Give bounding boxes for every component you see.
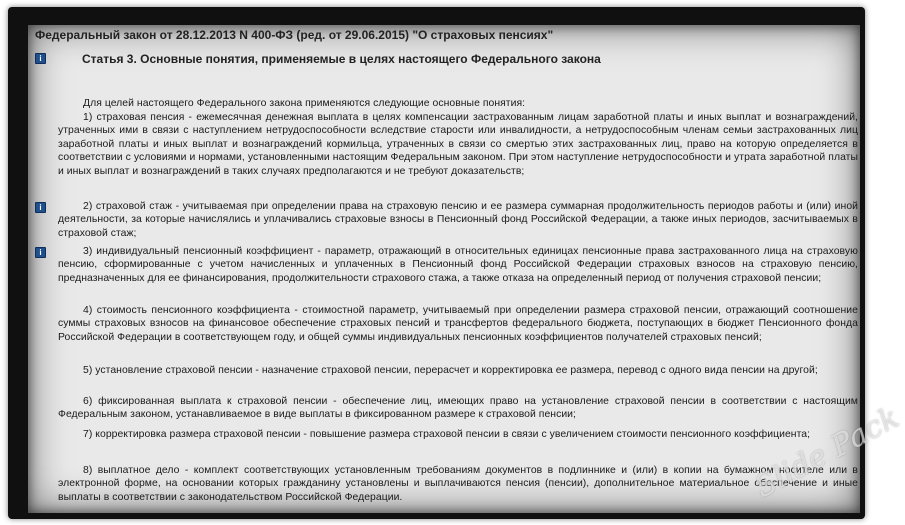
info-icon[interactable]: i [35,202,46,213]
definition-item-2: 2) страховой стаж - учитываемая при определении права на страховую пенсию и ее размера суммарная продолжительность периодов работы и (или) иной деятельности, за которые начислялись и уплачивались страховые взносы в Пенсионный фонд Российской Федерации, а также иных периодов, засчитываемых в страховой стаж; [58,201,858,239]
definition-item-8: 8) выплатное дело - комплект соответствующих установленным требованиям документов в подлиннике и (или) в копии на бумажном носителе или в электронной форме, на основании которых гражданину установлены и выплачиваются пенсия (пенсии), дополнительное материальное обеспечение и иные выплаты в соответствии с законодательством Российской Федерации. [58,465,858,503]
info-icon[interactable]: i [35,53,46,64]
intro-paragraph: Для целей настоящего Федерального закона применяются следующие основные понятия: [83,98,526,109]
definition-item-1: 1) страховая пенсия - ежемесячная денежная выплата в целях компенсации застрахованным лицам заработной платы и иных выплат и вознаграждений, утраченных ими в связи с наступлением нетрудоспособности вследствие старости или инвалидности, а нетрудоспособным членам семьи застрахованных лиц заработной платы и иных выплат и вознаграждений кормильца, утраченных в связи со смертью этих застрахованных лиц, право на которую определяется в соответствии с условиями и нормами, установленными настоящим Федеральным законом. При этом наступление нетрудоспособности и утрата заработной платы и иных выплат и вознаграждений в таких случаях предполагаются и не требуют доказательств; [58,112,858,177]
photo-frame [8,7,905,519]
watermark-logo: Slide Pack [749,399,905,506]
definition-item-4: 4) стоимость пенсионного коэффициента - стоимостной параметр, учитываемый при определении размера страховой пенсии, отражающий соотношение суммы страховых взносов на финансовое обеспечение страховых пенсий и трансфертов федерального бюджета, поступающих в бюджет Пенсионного фонда Российской Федерации в соответствующем году, и общей суммы индивидуальных пенсионных коэффициентов получателей страховых пенсий; [58,305,858,343]
definition-item-5: 5) установление страховой пенсии - назначение страховой пенсии, перерасчет и корректировка ее размера, перевод с одного вида пенсии на другой; [83,365,818,376]
definition-item-3: 3) индивидуальный пенсионный коэффициент - параметр, отражающий в относительных единицах пенсионные права застрахованного лица на страховую пенсию, сформированные с учетом начисленных и уплаченных в Пенсионный фонд Российской Федерации страховых взносов на страховую пенсию, предназначенных для ее финансирования, продолжительности страхового стажа, а также отказа на определенный период от получения страховой пенсии; [58,246,858,284]
law-title: Федеральный закон от 28.12.2013 N 400-ФЗ (ред. от 29.06.2015) "О страховых пенсиях" [35,28,554,42]
definition-item-6: 6) фиксированная выплата к страховой пенсии - обеспечение лиц, имеющих право на установление страховой пенсии в соответствии с настоящим Федеральным законом, устанавливаемое в виде выплаты в фиксированном размере к страховой пенсии; [58,396,858,421]
info-icon[interactable]: i [35,247,46,258]
article-title: Статья 3. Основные понятия, применяемые в целях настоящего Федерального закона [82,52,601,66]
definition-item-7: 7) корректировка размера страховой пенсии - повышение размера страховой пенсии в связи с увеличением стоимости пенсионного коэффициента; [83,429,811,440]
document-page [28,25,905,513]
